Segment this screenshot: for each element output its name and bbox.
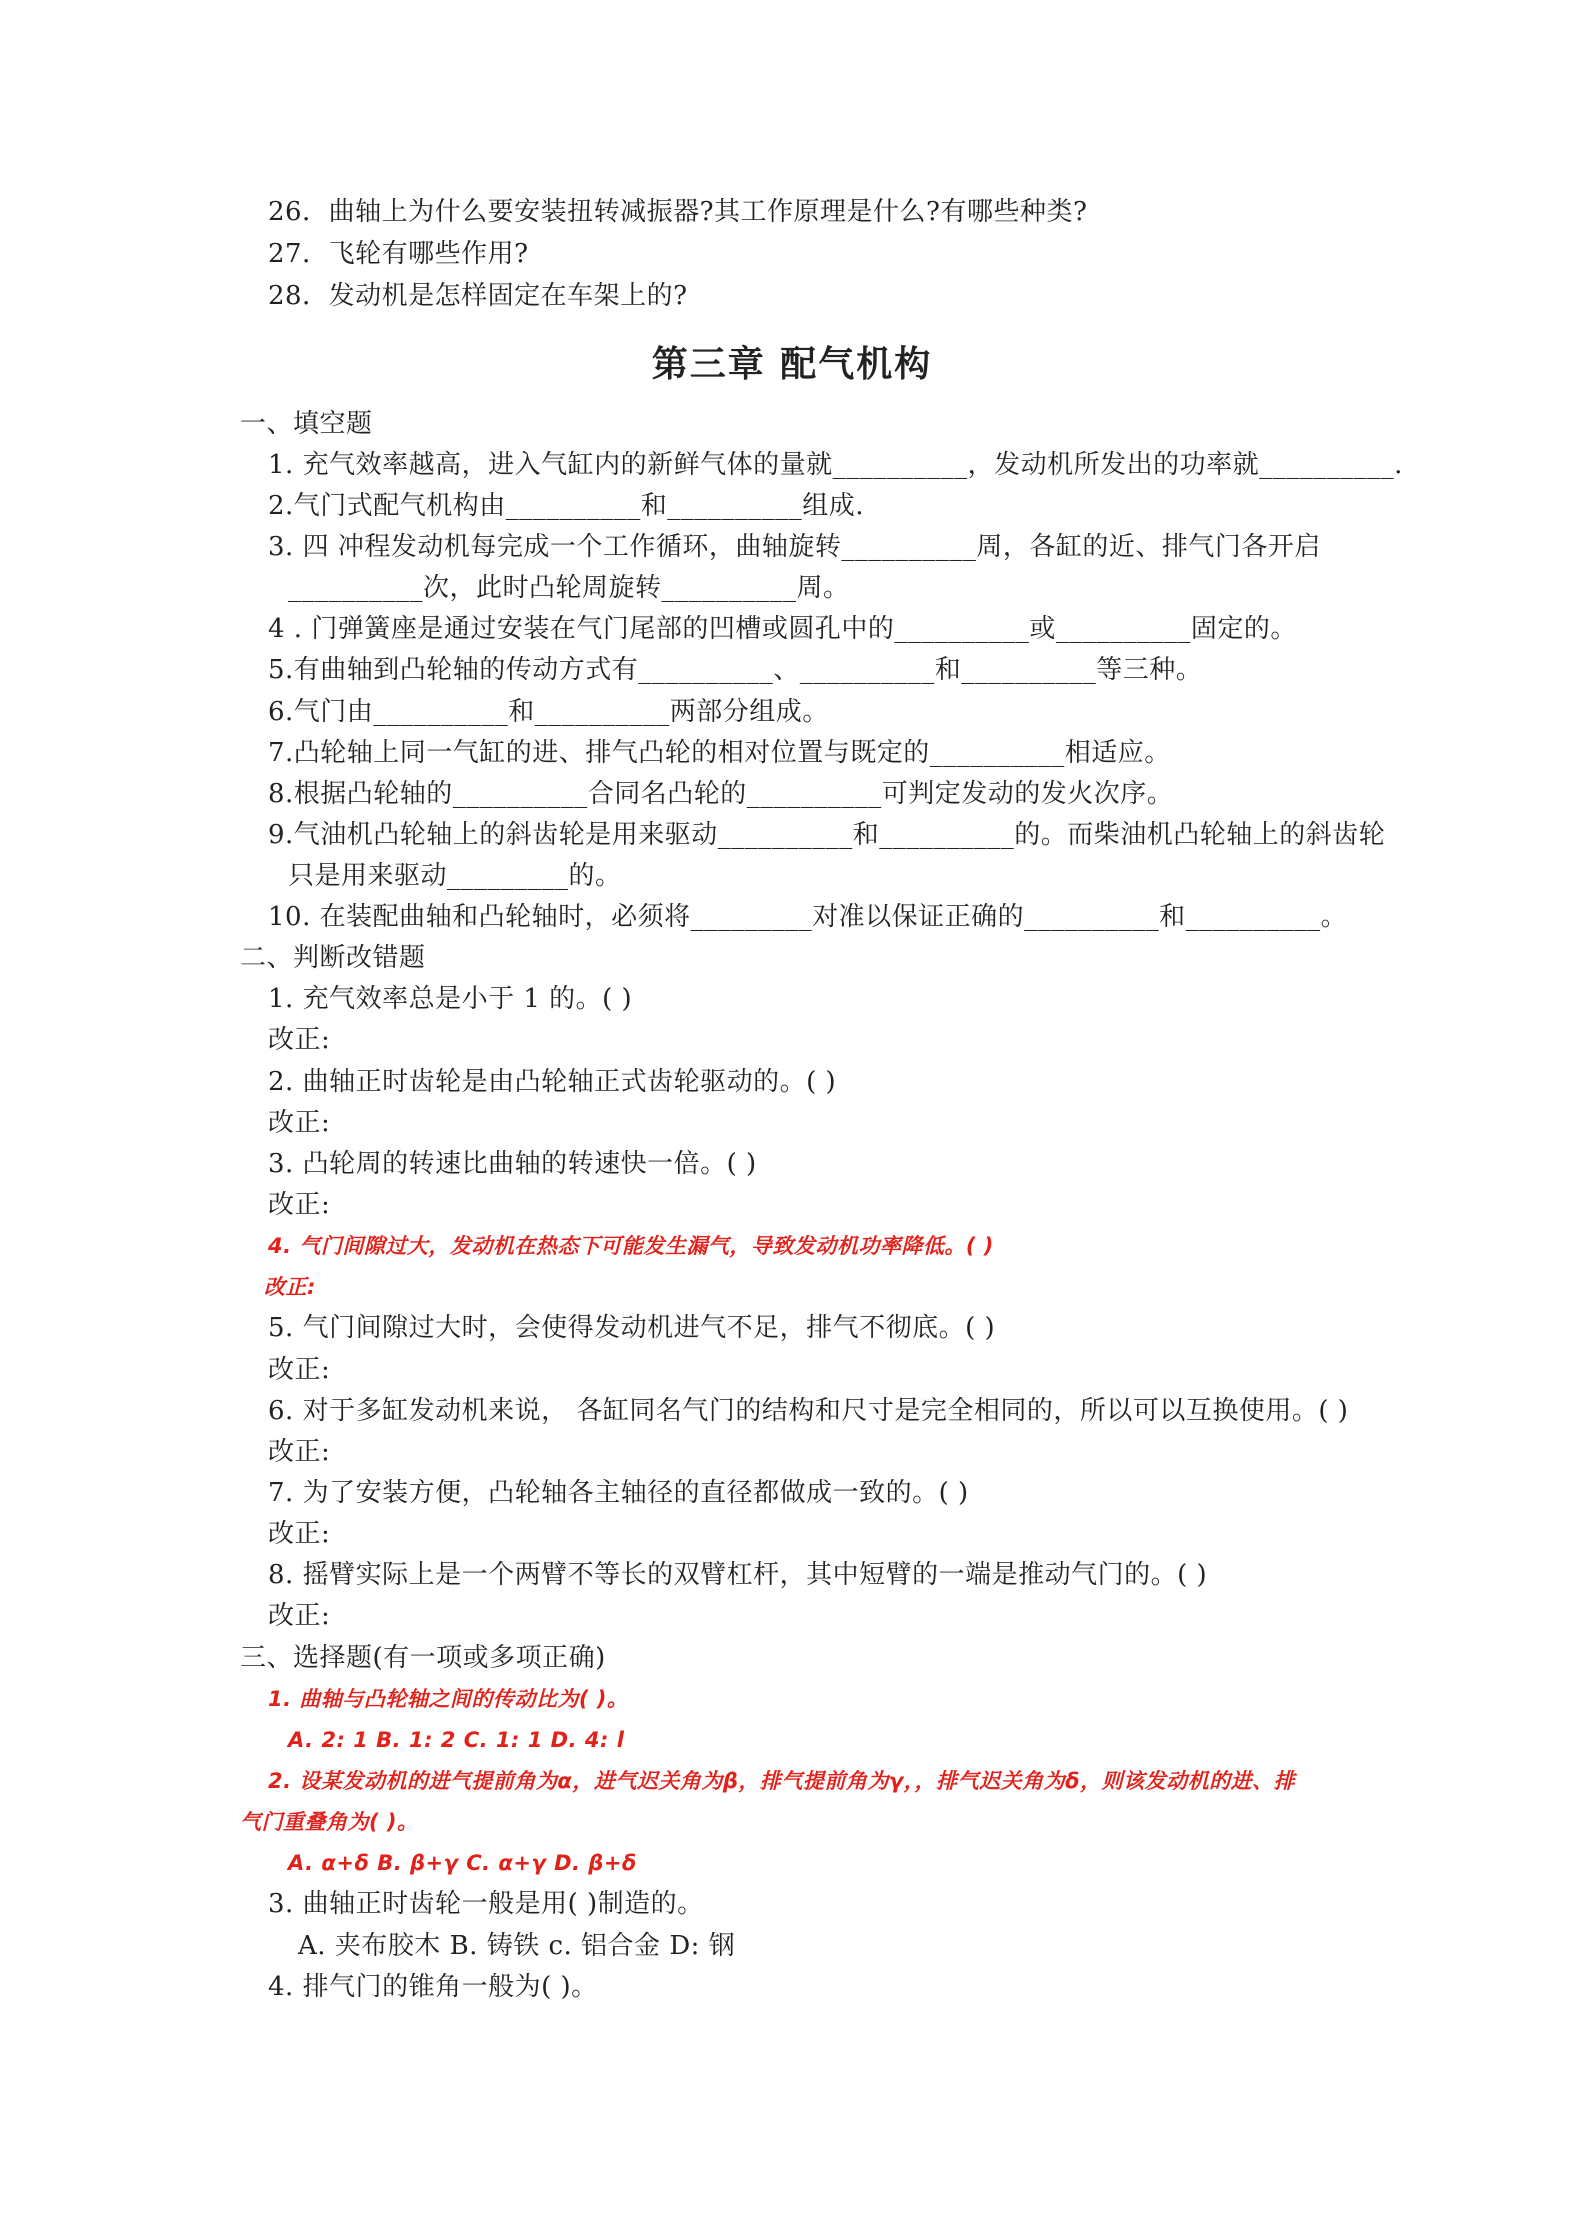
fill-blank-line: 3. 四 冲程发动机每完成一个工作循环，曲轴旋转__________周，各缸的近、排气门各开启 bbox=[268, 532, 1321, 562]
choice-options-highlighted: A. 2: 1 B. 1: 2 C. 1: 1 D. 4: l bbox=[288, 1728, 625, 1752]
correction-label-highlighted: 改正: bbox=[264, 1275, 316, 1299]
true-false-item: 1. 充气效率总是小于 1 的。( ) bbox=[268, 984, 633, 1014]
fill-blank-line: 7.凸轮轴上同一气缸的进、排气凸轮的相对位置与既定的__________相适应。 bbox=[268, 738, 1171, 768]
correction-label: 改正: bbox=[268, 1355, 331, 1385]
true-false-item: 2. 曲轴正时齿轮是由凸轮轴正式齿轮驱动的。( ) bbox=[268, 1067, 837, 1097]
section-heading-true-false: 二、判断改错题 bbox=[240, 943, 426, 973]
choice-question-highlighted: 1. 曲轴与凸轮轴之间的传动比为( )。 bbox=[268, 1687, 629, 1711]
correction-label: 改正: bbox=[268, 1601, 331, 1631]
fill-blank-line: 9.气油机凸轮轴上的斜齿轮是用来驱动__________和__________的。而柴油机凸轮轴上的斜齿轮 bbox=[268, 820, 1386, 850]
fill-blank-line: __________次，此时凸轮周旋转__________周。 bbox=[288, 573, 850, 603]
correction-label: 改正: bbox=[268, 1190, 331, 1220]
choice-question: 3. 曲轴正时齿轮一般是用( )制造的。 bbox=[268, 1889, 704, 1919]
true-false-item: 7. 为了安装方便，凸轮轴各主轴径的直径都做成一致的。( ) bbox=[268, 1478, 969, 1508]
fill-blank-line: 4 . 门弹簧座是通过安装在气门尾部的凹槽或圆孔中的__________或__________固定的。 bbox=[268, 614, 1297, 644]
true-false-item-highlighted: 4. 气门间隙过大，发动机在热态下可能发生漏气，导致发动机功率降低。( ) bbox=[268, 1234, 994, 1258]
correction-label: 改正: bbox=[268, 1519, 331, 1549]
fill-blank-line: 8.根据凸轮轴的__________合同名凸轮的__________可判定发动的发火次序。 bbox=[268, 779, 1174, 809]
fill-blank-line: 5.有曲轴到凸轮轴的传动方式有__________、__________和__________等三种。 bbox=[268, 655, 1203, 685]
choice-question: 4. 排气门的锥角一般为( )。 bbox=[268, 1972, 598, 2002]
fill-blank-line: 10. 在装配曲轴和凸轮轴时，必须将_________对准以保证正确的__________和__________。 bbox=[268, 902, 1348, 932]
section-heading-fill-blank: 一、填空题 bbox=[240, 409, 373, 439]
correction-label: 改正: bbox=[268, 1025, 331, 1055]
chapter-title: 第三章 配气机构 bbox=[651, 343, 933, 385]
true-false-item: 6. 对于多缸发动机来说， 各缸同名气门的结构和尺寸是完全相同的，所以可以互换使用。( ) bbox=[268, 1396, 1349, 1426]
question-28: 28．发动机是怎样固定在车架上的? bbox=[268, 281, 688, 311]
section-heading-choice: 三、选择题(有一项或多项正确) bbox=[240, 1643, 606, 1673]
choice-options-highlighted: A. α+δ B. β+γ C. α+γ D. β+δ bbox=[288, 1851, 637, 1875]
fill-blank-line: 2.气门式配气机构由__________和__________组成. bbox=[268, 491, 865, 521]
choice-question-highlighted: 气门重叠角为( )。 bbox=[240, 1810, 419, 1834]
choice-question-highlighted: 2. 设某发动机的进气提前角为α，进气迟关角为β，排气提前角为γ，，排气迟关角为δ，则该发动机的进、排 bbox=[268, 1769, 1296, 1793]
choice-options: A. 夹布胶木 B. 铸铁 c. 铝合金 D: 钢 bbox=[298, 1931, 736, 1961]
question-27: 27．飞轮有哪些作用? bbox=[268, 239, 529, 269]
true-false-item: 8. 摇臂实际上是一个两臂不等长的双臂杠杆，其中短臂的一端是推动气门的。( ) bbox=[268, 1560, 1208, 1590]
question-26: 26．曲轴上为什么要安装扭转减振器?其工作原理是什么?有哪些种类? bbox=[268, 197, 1088, 227]
fill-blank-line: 1. 充气效率越高，进入气缸内的新鲜气体的量就__________，发动机所发出的功率就__________. bbox=[268, 450, 1403, 480]
true-false-item: 3. 凸轮周的转速比曲轴的转速快一倍。( ) bbox=[268, 1149, 757, 1179]
fill-blank-line: 6.气门由__________和__________两部分组成。 bbox=[268, 697, 829, 727]
correction-label: 改正: bbox=[268, 1437, 331, 1467]
true-false-item: 5. 气门间隙过大时，会使得发动机进气不足，排气不彻底。( ) bbox=[268, 1313, 996, 1343]
correction-label: 改正: bbox=[268, 1108, 331, 1138]
fill-blank-line: 只是用来驱动_________的。 bbox=[288, 861, 622, 891]
